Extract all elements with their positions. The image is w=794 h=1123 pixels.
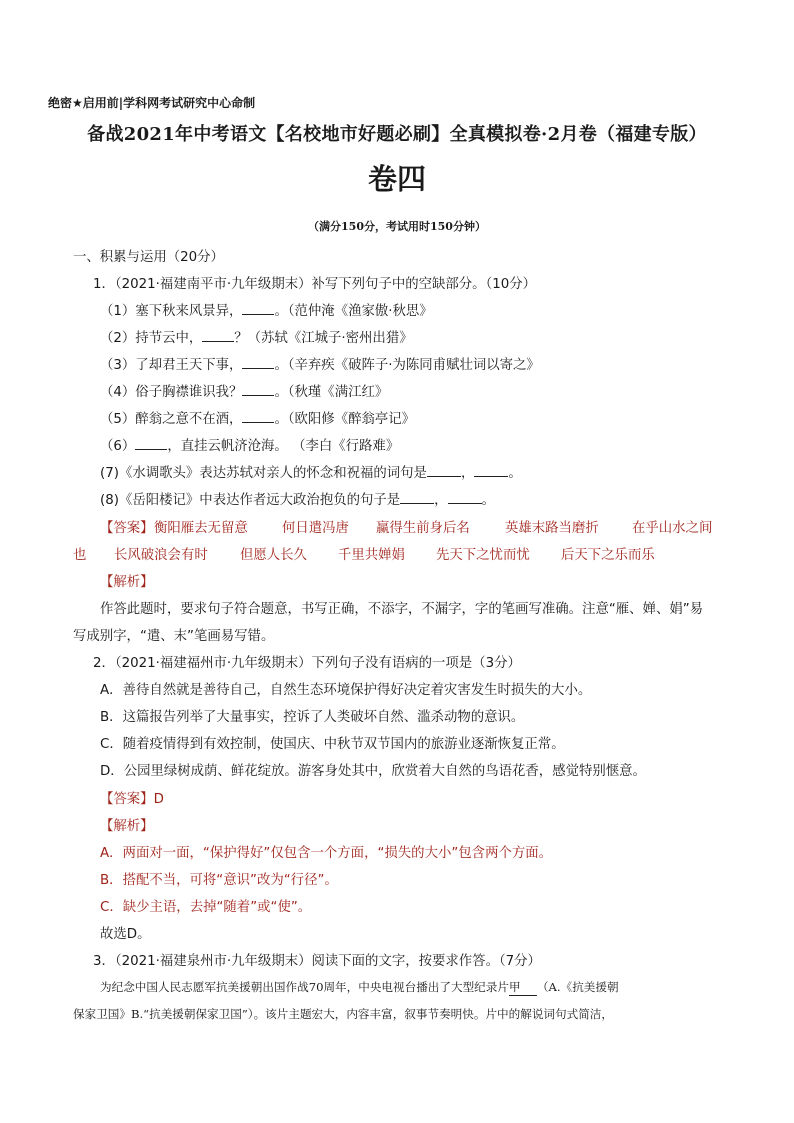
q1-analysis-text-cont: 写成别字，“遣、末”笔画易写错。 bbox=[73, 629, 275, 644]
q1-item-4: （4）俗子胸襟谁识我？ 。（秋瑾《满江红》 bbox=[100, 385, 389, 400]
q2-analysis-a: A．两面对一面，“保护得好”仅包含一个方面，“损失的大小”包含两个方面。 bbox=[100, 846, 553, 861]
q1-answer-4: 英雄末路当磨折 bbox=[505, 521, 599, 536]
fill-blank bbox=[400, 491, 434, 504]
q1-item-1: （1）塞下秋来风景异， 。（范仲淹《渔家傲·秋思》 bbox=[100, 304, 433, 319]
q2-analysis-b: B．搭配不当，可将“意识”改为“行径”。 bbox=[100, 873, 338, 888]
q1-item-6: （6） ，直挂云帆济沧海。 （李白《行路难》 bbox=[100, 439, 400, 454]
q1-answer-9: 千里共婵娟 bbox=[338, 548, 405, 563]
fill-blank bbox=[474, 464, 508, 477]
fill-blank bbox=[427, 464, 461, 477]
question-2-stem: 2．（2021·福建福州市·九年级期末）下列句子没有语病的一项是（3分） bbox=[93, 656, 521, 671]
q1-item-2: （2）持节云中， ？（苏轼《江城子·密州出猎》 bbox=[100, 331, 413, 346]
volume-title: 卷四 bbox=[367, 162, 426, 196]
q1-answer-6: 也 bbox=[73, 548, 87, 563]
q1-item-7: (7)《水调歌头》表达苏轼对亲人的怀念和祝福的词句是 ， 。 bbox=[100, 466, 522, 481]
q2-option-b: B．这篇报告列举了大量事实，控诉了人类破坏自然、滥杀动物的意识。 bbox=[100, 710, 525, 725]
fill-blank bbox=[242, 383, 274, 396]
exam-info: （满分150分，考试用时150分钟） bbox=[308, 220, 486, 233]
confidential-label: 绝密★启用前|学科网考试研究中心命制 bbox=[48, 96, 256, 110]
fill-blank bbox=[135, 437, 167, 450]
q2-option-a: A．善待自然就是善待自己，自然生态环境保护得好决定着灾害发生时损失的大小。 bbox=[100, 683, 592, 698]
q2-option-d: D．公园里绿树成荫、鲜花绽放。游客身处其中，欣赏着大自然的鸟语花香，感觉特别惬意。 bbox=[100, 764, 646, 779]
fill-blank bbox=[242, 302, 274, 315]
section-heading: 一、积累与运用（20分） bbox=[73, 250, 224, 265]
question-3-stem: 3．（2021·福建泉州市·九年级期末）阅读下面的文字，按要求作答。（7分） bbox=[93, 954, 541, 969]
q1-answer-3: 赢得生前身后名 bbox=[376, 521, 470, 536]
q2-conclusion: 故选D。 bbox=[100, 927, 151, 942]
q1-answer-2: 何日遣冯唐 bbox=[282, 521, 349, 536]
fill-blank bbox=[242, 356, 274, 369]
fill-blank bbox=[242, 410, 274, 423]
q1-item-5: （5）醉翁之意不在酒， 。（欧阳修《醉翁亭记》 bbox=[100, 412, 416, 427]
q1-answer-7: 长风破浪会有时 bbox=[114, 548, 208, 563]
q3-passage-line-1: 为纪念中国人民志愿军抗美援朝出国作战70周年，中央电视台播出了大型纪录片甲 （A.《抗美援朝 bbox=[100, 980, 619, 994]
q3-passage-line-2: 保家卫国》B.“抗美援朝保家卫国”）。该片主题宏大，内容丰富，叙事节奏明快。片中的解说词句式简洁， bbox=[73, 1007, 613, 1021]
q2-option-c: C．随着疫情得到有效控制，使国庆、中秋节双节国内的旅游业逐渐恢复正常。 bbox=[100, 737, 565, 752]
q1-analysis-text: 作答此题时，要求句子符合题意，书写正确，不添字，不漏字，字的笔画写准确。注意“雁、婵、娟”易 bbox=[100, 602, 704, 617]
q1-item-3: （3）了却君王天下事， 。（辛弃疾《破阵子·为陈同甫赋壮词以寄之》 bbox=[100, 358, 540, 373]
question-1-stem: 1．（2021·福建南平市·九年级期末）补写下列句子中的空缺部分。（10分） bbox=[93, 277, 537, 292]
q2-analysis-label: 【解析】 bbox=[100, 819, 154, 834]
fill-blank bbox=[448, 491, 482, 504]
q1-answer-10: 先天下之忧而忧 bbox=[436, 548, 530, 563]
page-title: 备战2021年中考语文【名校地市好题必刷】全真模拟卷·2月卷（福建专版） bbox=[87, 124, 707, 145]
q1-answer-11: 后天下之乐而乐 bbox=[561, 548, 655, 563]
q1-answer-label: 【答案】 bbox=[100, 521, 154, 536]
fill-blank bbox=[202, 329, 234, 342]
q1-item-8: (8)《岳阳楼记》中表达作者远大政治抱负的句子是 ， 。 bbox=[100, 493, 495, 508]
q1-answer-1: 衡阳雁去无留意 bbox=[154, 521, 248, 536]
q1-analysis-label: 【解析】 bbox=[100, 575, 154, 590]
q1-answer-5: 在乎山水之间 bbox=[632, 521, 713, 536]
q2-answer: 【答案】D bbox=[100, 792, 164, 807]
q1-answer-8: 但愿人长久 bbox=[240, 548, 307, 563]
q2-analysis-c: C．缺少主语，去掉“随着”或“使”。 bbox=[100, 900, 312, 915]
blank-jia: 甲 bbox=[509, 979, 537, 996]
